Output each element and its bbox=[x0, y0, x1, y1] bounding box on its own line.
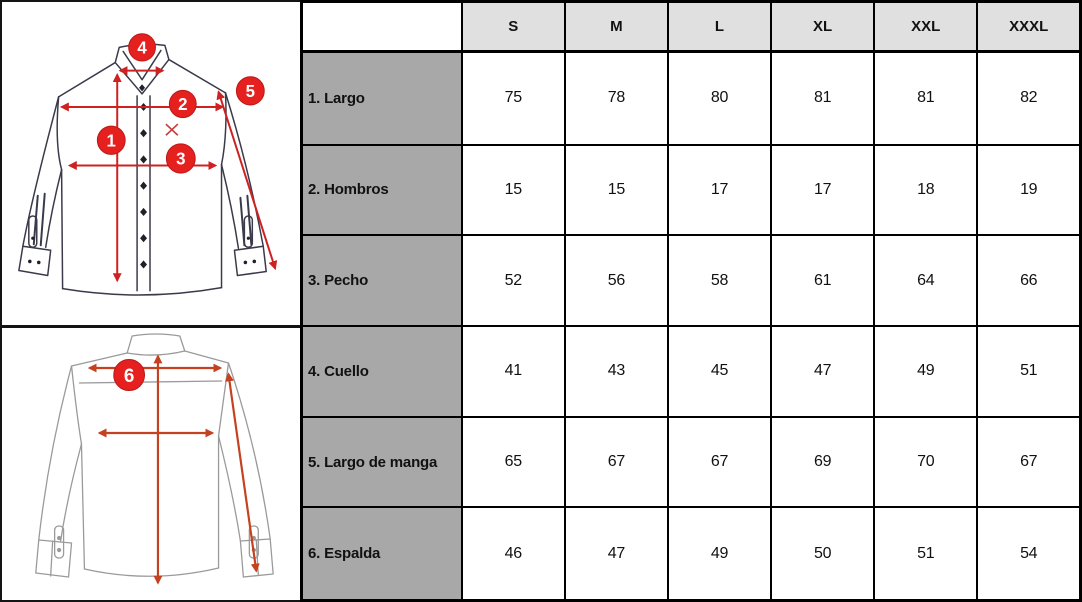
size-value: 52 bbox=[462, 235, 565, 326]
row-label: 6. Espalda bbox=[302, 507, 462, 600]
size-value: 49 bbox=[668, 507, 771, 600]
column-header-s: S bbox=[462, 2, 565, 52]
size-value: 81 bbox=[771, 52, 874, 145]
size-value: 75 bbox=[462, 52, 565, 145]
size-value: 61 bbox=[771, 235, 874, 326]
size-value: 46 bbox=[462, 507, 565, 600]
size-value: 54 bbox=[977, 507, 1080, 600]
size-value: 45 bbox=[668, 326, 771, 417]
measure-marker-4-label: 4 bbox=[137, 38, 147, 58]
corner-cell bbox=[302, 2, 462, 52]
shirt-front-outline bbox=[19, 44, 266, 295]
size-value: 69 bbox=[771, 417, 874, 508]
size-value: 43 bbox=[565, 326, 668, 417]
measure-marker-2-label: 2 bbox=[178, 94, 188, 115]
back-measure-markers bbox=[114, 360, 145, 391]
row-label: 3. Pecho bbox=[302, 235, 462, 326]
row-label: 1. Largo bbox=[302, 52, 462, 145]
size-value: 17 bbox=[771, 145, 874, 236]
size-value: 56 bbox=[565, 235, 668, 326]
size-value: 82 bbox=[977, 52, 1080, 145]
table-row bbox=[302, 417, 1081, 508]
row-label: 2. Hombros bbox=[302, 145, 462, 236]
size-value: 80 bbox=[668, 52, 771, 145]
column-header-xxl: XXL bbox=[874, 2, 977, 52]
row-label: 4. Cuello bbox=[302, 326, 462, 417]
shirt-front-diagram bbox=[2, 2, 300, 325]
size-table-body bbox=[302, 52, 1081, 601]
table-row bbox=[302, 326, 1081, 417]
column-header-m: M bbox=[565, 2, 668, 52]
size-value: 51 bbox=[874, 507, 977, 600]
size-value: 78 bbox=[565, 52, 668, 145]
size-value: 41 bbox=[462, 326, 565, 417]
chest-logo-icon bbox=[166, 124, 178, 135]
size-value: 15 bbox=[565, 145, 668, 236]
size-value: 47 bbox=[771, 326, 874, 417]
size-value: 64 bbox=[874, 235, 977, 326]
header-row bbox=[302, 2, 1081, 52]
size-value: 70 bbox=[874, 417, 977, 508]
size-value: 15 bbox=[462, 145, 565, 236]
row-label: 5. Largo de manga bbox=[302, 417, 462, 508]
back-measure-arrows bbox=[89, 356, 256, 583]
shirt-back-area bbox=[2, 328, 300, 600]
measure-marker-6-label: 6 bbox=[123, 365, 135, 388]
table-row bbox=[302, 507, 1081, 600]
size-value: 51 bbox=[977, 326, 1080, 417]
table-row bbox=[302, 235, 1081, 326]
size-table bbox=[300, 0, 1082, 602]
size-value: 49 bbox=[874, 326, 977, 417]
measure-marker-3-label: 3 bbox=[176, 149, 186, 169]
size-value: 18 bbox=[874, 145, 977, 236]
front-measure-markers bbox=[97, 34, 264, 173]
column-header-xl: XL bbox=[771, 2, 874, 52]
shirt-back-outline bbox=[36, 334, 273, 577]
table-row bbox=[302, 52, 1081, 145]
size-value: 65 bbox=[462, 417, 565, 508]
shirt-back-diagram bbox=[2, 328, 300, 600]
column-header-l: L bbox=[668, 2, 771, 52]
size-value: 17 bbox=[668, 145, 771, 236]
measure-marker-1-label: 1 bbox=[106, 131, 116, 151]
size-value: 67 bbox=[977, 417, 1080, 508]
shirt-front-area bbox=[2, 2, 300, 328]
size-value: 67 bbox=[668, 417, 771, 508]
size-value: 50 bbox=[771, 507, 874, 600]
table-row bbox=[302, 145, 1081, 236]
size-value: 47 bbox=[565, 507, 668, 600]
column-header-xxxl: XXXL bbox=[977, 2, 1080, 52]
size-value: 81 bbox=[874, 52, 977, 145]
size-value: 67 bbox=[565, 417, 668, 508]
size-value: 19 bbox=[977, 145, 1080, 236]
size-value: 66 bbox=[977, 235, 1080, 326]
size-diagram-panel bbox=[0, 0, 300, 602]
measure-marker-5-label: 5 bbox=[245, 81, 256, 101]
size-value: 58 bbox=[668, 235, 771, 326]
